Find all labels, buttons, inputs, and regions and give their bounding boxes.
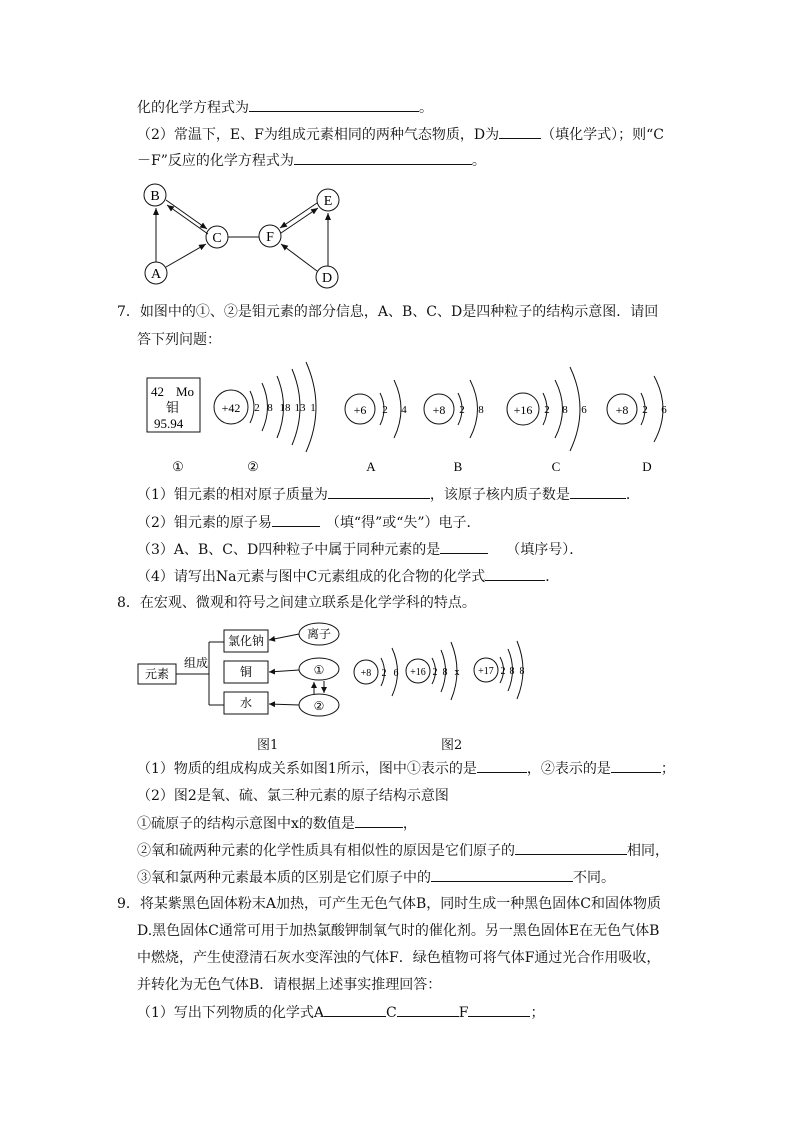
q7-sub3	[137, 539, 583, 560]
answer-blank[interactable]	[328, 484, 430, 499]
arrow-f-e	[281, 208, 318, 233]
answer-blank[interactable]	[249, 97, 419, 112]
particle-d-nucleus: +8	[615, 403, 629, 417]
q9-line3: 中燃烧，产生使澄清石灰水变浑浊的气体F．绿色植物可将气体F通过光合作用吸收，	[137, 950, 661, 966]
q6-line3	[137, 150, 486, 171]
answer-blank[interactable]	[611, 758, 661, 773]
chlorine-nucleus: +17	[478, 666, 494, 677]
q7-sub2	[137, 512, 481, 533]
q8-stem: 8．在宏观、微观和符号之间建立联系是化学学科的特点。	[117, 595, 476, 611]
oxygen-nucleus: +8	[360, 668, 372, 679]
arrow-e-f	[280, 203, 317, 228]
answer-blank[interactable]	[477, 758, 527, 773]
q7-sub2-text-b: （填“得”或“失”）电子．	[325, 515, 481, 531]
arrow-c-b	[167, 205, 208, 234]
answer-blank[interactable]	[431, 867, 573, 882]
q7-sub3-text: （3）A、B、C、D四种粒子中属于同种元素的是	[137, 542, 441, 558]
chlorine-shell-1: 2	[500, 666, 506, 677]
answer-blank[interactable]	[570, 484, 626, 499]
oxygen-atom-diagram	[354, 648, 399, 696]
q8-figures	[136, 620, 536, 725]
particle-b-diagram	[424, 380, 484, 438]
answer-blank[interactable]	[485, 566, 545, 581]
q7-stem-line1: 7．如图中的①、②是钼元素的部分信息，A、B、C、D是四种粒子的结构示意图．请回	[117, 304, 659, 320]
element-symbol: Mo	[176, 384, 195, 399]
chlorine-shell-2: 8	[509, 666, 515, 677]
particle-c-diagram	[507, 367, 587, 451]
particle-c-shell-2: 8	[562, 404, 568, 416]
arrow-a-c	[166, 244, 206, 267]
q7-sub1	[137, 484, 640, 505]
sulfur-shell-1: 2	[432, 667, 438, 678]
q6-line1-text: 化的化学方程式为	[137, 100, 249, 116]
answer-blank[interactable]	[515, 840, 627, 855]
q6-relation-diagram	[135, 178, 355, 293]
mo-nucleus: +42	[221, 401, 241, 415]
q8-sub2-2-end: 相同，	[627, 843, 669, 859]
label-circled-2: ②	[247, 459, 259, 473]
node-label-D: D	[321, 271, 333, 286]
mo-shell-1: 2	[254, 402, 260, 414]
label-nacl: 氯化钠	[227, 634, 265, 648]
node-label-F: F	[266, 230, 274, 245]
q6-line1-end: 。	[419, 100, 433, 116]
particle-d-shell-2: 6	[661, 404, 667, 416]
label-ion: 离子	[306, 627, 332, 641]
label-d: D	[642, 459, 652, 473]
q9-line1: 9．将某紫黑色固体粉末A加热，可产生无色气体B，同时生成一种黑色固体C和固体物质	[117, 896, 662, 912]
mo-shell-5: 1	[310, 402, 316, 414]
label-b: B	[453, 459, 463, 473]
q6-line1	[137, 97, 433, 118]
particle-c-shell-1: 2	[544, 404, 550, 416]
answer-blank[interactable]	[272, 512, 320, 527]
q9-sub1	[137, 1002, 544, 1023]
chlorine-atom-diagram	[474, 641, 525, 699]
mo-shell-2: 8	[267, 402, 273, 414]
node-label-C: C	[212, 231, 222, 246]
q7-sub4	[137, 566, 559, 587]
particle-a-nucleus: +6	[353, 403, 367, 417]
sulfur-atom-diagram	[406, 642, 460, 700]
caption-fig1: 图1	[257, 738, 279, 753]
particle-c-shell-3: 6	[581, 404, 587, 416]
q8-sub2-3	[137, 867, 615, 888]
element-name: 钼	[166, 400, 180, 415]
arrow-b-c	[166, 200, 207, 229]
q8-sub2-1	[137, 813, 417, 834]
q7-sub1-end: ．	[625, 487, 640, 503]
answer-blank[interactable]	[468, 1002, 530, 1017]
label-c: C	[551, 459, 561, 473]
particle-d-shell-1: 2	[642, 404, 648, 416]
q8-sub1-end: ；	[660, 761, 675, 777]
particle-a-shell-1: 2	[382, 404, 388, 416]
q8-sub2-2	[137, 840, 669, 861]
q6-line2	[137, 124, 664, 145]
label-circled-1: ①	[172, 459, 184, 473]
q8-sub2-1-end: ，	[402, 816, 417, 832]
answer-blank[interactable]	[397, 1002, 459, 1017]
mo-shell-3: 18	[279, 402, 291, 414]
q8-sub2: （2）图2是氧、硫、氯三种元素的原子结构示意图	[137, 788, 449, 804]
q8-sub2-1-text: ①硫原子的结构示意图中x的数值是	[137, 816, 355, 832]
q9-line2: D.黑色固体C通常可用于加热氯酸钾制氧气时的催化剂。另一黑色固体E在无色气体B	[137, 923, 660, 939]
element-mass: 95.94	[154, 416, 184, 431]
answer-blank[interactable]	[294, 150, 472, 165]
label-a: A	[366, 459, 376, 473]
answer-blank[interactable]	[440, 539, 488, 554]
oxygen-shell-1: 2	[381, 668, 387, 679]
oxygen-shell-2: 6	[393, 668, 399, 679]
q7-sub2-text: （2）钼元素的原子易	[137, 515, 272, 531]
element-number: 42	[151, 384, 164, 399]
mo-atom-diagram	[214, 362, 316, 452]
particle-a-diagram	[345, 380, 407, 438]
sulfur-shell-2: 8	[442, 667, 448, 678]
sulfur-nucleus: +16	[410, 667, 426, 678]
q7-stem-line2: 答下列问题：	[137, 332, 221, 348]
chlorine-shell-3: 8	[519, 666, 525, 677]
q8-sub2-2-text: ②氧和硫两种元素的化学性质具有相似性的原因是它们原子的	[137, 843, 515, 859]
particle-a-shell-2: 4	[401, 404, 407, 416]
q6-line2-text: （2）常温下，E、F为组成元素相同的两种气态物质，D为	[137, 127, 500, 143]
sulfur-shell-3: x	[454, 667, 460, 678]
particle-d-diagram	[607, 376, 667, 442]
q9-sub1-text-f: F	[458, 1005, 469, 1021]
q6-line3-end: 。	[471, 153, 486, 169]
particle-b-shell-2: 8	[478, 404, 484, 416]
q9-sub1-text-c: C	[386, 1005, 397, 1021]
answer-blank[interactable]	[324, 1002, 386, 1017]
node-label-E: E	[323, 194, 333, 209]
label-element: 元素	[144, 667, 170, 681]
node-label-A: A	[150, 267, 162, 282]
q8-sub2-3-end: 不同。	[573, 870, 615, 886]
q7-structure-figure	[140, 358, 685, 473]
q7-sub1-text-b: ，该原子核内质子数是	[429, 487, 570, 503]
q8-sub2-3-text: ③氧和氯两种元素最本质的区别是它们原子中的	[137, 870, 431, 886]
node-label-B: B	[150, 189, 160, 204]
label-cu: 铜	[239, 665, 253, 679]
q6-line3-text: －F”反应的化学方程式为	[137, 153, 294, 169]
q7-sub3-text-b: （填序号）．	[506, 542, 584, 558]
q8-sub1-text-b: ，②表示的是	[526, 761, 611, 777]
label-circled-1: ①	[313, 663, 325, 677]
q9-sub1-end: ；	[530, 1005, 545, 1021]
q7-sub4-end: ．	[545, 569, 560, 585]
particle-b-nucleus: +8	[432, 403, 446, 417]
particle-b-shell-1: 2	[459, 404, 465, 416]
q6-line2-text-b: （填化学式）；则“C	[541, 127, 664, 143]
label-compose: 组成	[183, 656, 209, 670]
particle-c-nucleus: +16	[513, 403, 533, 417]
q8-sub1-text: （1）物质的组成构成关系如图1所示，图中①表示的是	[137, 761, 477, 777]
caption-fig2: 图2	[441, 738, 463, 753]
label-water: 水	[239, 696, 253, 710]
answer-blank[interactable]	[499, 124, 541, 139]
q7-sub4-text: （4）请写出Na元素与图中C元素组成的化合物的化学式	[137, 569, 486, 585]
q8-sub1	[137, 758, 675, 779]
q7-sub1-text: （1）钼元素的相对原子质量为	[137, 487, 328, 503]
label-circled-2: ②	[313, 699, 325, 713]
arrow-d-f	[281, 244, 317, 271]
mo-shell-4: 13	[294, 402, 306, 414]
answer-blank[interactable]	[355, 813, 403, 828]
q9-sub1-text: （1）写出下列物质的化学式A	[137, 1005, 325, 1021]
q9-line4: 并转化为无色气体B．请根据上述事实推理回答：	[137, 977, 442, 993]
